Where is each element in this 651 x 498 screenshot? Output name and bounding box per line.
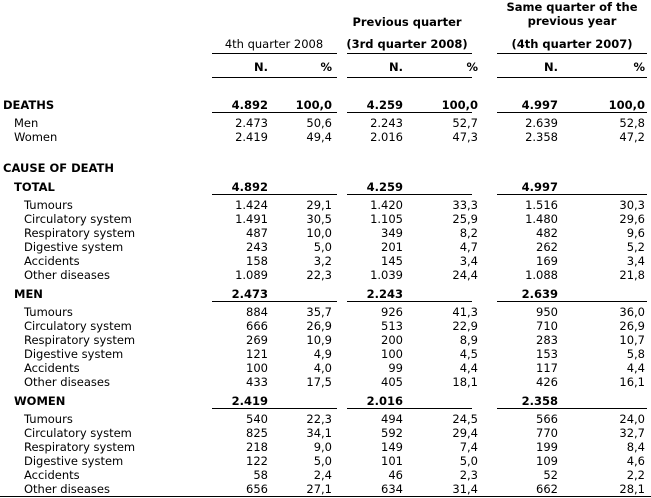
women-tumours-n-col1: 540 — [246, 412, 268, 426]
group-men-underline-col1 — [212, 301, 337, 302]
group-women-underline-col1 — [212, 408, 337, 409]
deaths-n-col2: 4.259 — [366, 98, 403, 112]
men-circulatory-pct-col3: 26,9 — [619, 319, 645, 333]
total-other-pct-col3: 21,8 — [619, 268, 645, 282]
total-other-pct-col2: 24,4 — [452, 268, 478, 282]
cause-of-death-label: CAUSE OF DEATH — [3, 161, 114, 175]
total-digestive-pct-col1: 5,0 — [313, 240, 332, 254]
women-digestive-pct-col1: 5,0 — [313, 454, 332, 468]
deaths-men-n-col2: 2.243 — [370, 116, 403, 130]
total-tumours-n-col1: 1.424 — [235, 198, 268, 212]
total-other-pct-col1: 22,3 — [306, 268, 332, 282]
total-accidents-n-col3: 169 — [536, 254, 558, 268]
total-digestive-label: Digestive system — [24, 240, 124, 254]
women-tumours-pct-col1: 22,3 — [306, 412, 332, 426]
deaths-men-n-col1: 2.473 — [235, 116, 268, 130]
table-bottom-rule — [0, 496, 651, 497]
men-circulatory-label: Circulatory system — [24, 319, 132, 333]
header-previous-quarter: Previous quarter — [352, 15, 462, 29]
men-circulatory-n-col2: 513 — [381, 319, 403, 333]
women-other-n-col3: 662 — [536, 482, 558, 496]
total-tumours-n-col2: 1.420 — [370, 198, 403, 212]
women-tumours-n-col2: 494 — [381, 412, 403, 426]
deaths-men-pct-col1: 50,6 — [306, 116, 332, 130]
women-respiratory-pct-col1: 9,0 — [313, 440, 332, 454]
total-accidents-n-col1: 158 — [246, 254, 268, 268]
group-women-underline-col2 — [347, 408, 472, 409]
deaths-pct-col1: 100,0 — [295, 98, 332, 112]
women-digestive-n-col1: 122 — [246, 454, 268, 468]
women-tumours-pct-col2: 24,5 — [452, 412, 478, 426]
total-accidents-pct-col3: 3,4 — [626, 254, 645, 268]
header-underline-col2 — [347, 53, 472, 54]
men-circulatory-pct-col2: 22,9 — [452, 319, 478, 333]
deaths-women-label: Women — [14, 130, 58, 144]
total-circulatory-pct-col2: 25,9 — [452, 212, 478, 226]
group-total-sum-col1: 4.892 — [231, 180, 268, 194]
women-accidents-pct-col3: 2,2 — [626, 468, 645, 482]
header-n-col2: N. — [389, 60, 403, 74]
women-circulatory-n-col2: 592 — [381, 426, 403, 440]
group-total-label: TOTAL — [14, 180, 55, 194]
header-pct-col2: % — [466, 60, 478, 74]
women-respiratory-n-col1: 218 — [246, 440, 268, 454]
total-circulatory-pct-col3: 29,6 — [619, 212, 645, 226]
group-men-underline-col2 — [347, 301, 472, 302]
women-respiratory-n-col3: 199 — [536, 440, 558, 454]
women-accidents-pct-col2: 2,3 — [459, 468, 478, 482]
women-accidents-pct-col1: 2,4 — [313, 468, 332, 482]
total-respiratory-pct-col3: 9,6 — [626, 226, 645, 240]
header-underline-col1 — [212, 53, 337, 54]
men-respiratory-pct-col2: 8,9 — [459, 333, 478, 347]
women-tumours-n-col3: 566 — [536, 412, 558, 426]
women-respiratory-label: Respiratory system — [24, 440, 136, 454]
header-3rd-quarter-2008: (3rd quarter 2008) — [346, 37, 468, 51]
total-other-n-col1: 1.089 — [235, 268, 268, 282]
total-respiratory-label: Respiratory system — [24, 226, 136, 240]
men-digestive-label: Digestive system — [24, 347, 124, 361]
deaths-women-pct-col3: 47,2 — [619, 130, 645, 144]
men-accidents-label: Accidents — [24, 361, 80, 375]
total-respiratory-pct-col1: 10,0 — [306, 226, 332, 240]
total-circulatory-n-col1: 1.491 — [235, 212, 268, 226]
men-digestive-pct-col1: 4,9 — [313, 347, 332, 361]
deaths-women-n-col2: 2.016 — [370, 130, 403, 144]
men-respiratory-n-col2: 200 — [381, 333, 403, 347]
men-circulatory-n-col3: 710 — [536, 319, 558, 333]
deaths-men-pct-col2: 52,7 — [452, 116, 478, 130]
header-bottom-rule-col3 — [497, 77, 647, 78]
women-other-pct-col2: 31,4 — [452, 482, 478, 496]
men-accidents-pct-col1: 4,0 — [313, 361, 332, 375]
women-tumours-label: Tumours — [24, 412, 73, 426]
total-tumours-pct-col3: 30,3 — [619, 198, 645, 212]
men-respiratory-n-col3: 283 — [536, 333, 558, 347]
group-men-sum-col1: 2.473 — [231, 287, 268, 301]
women-accidents-n-col3: 52 — [543, 468, 558, 482]
women-other-pct-col3: 28,1 — [619, 482, 645, 496]
men-accidents-n-col3: 117 — [536, 361, 558, 375]
men-accidents-n-col2: 99 — [388, 361, 403, 375]
women-circulatory-label: Circulatory system — [24, 426, 132, 440]
men-tumours-n-col3: 950 — [536, 305, 558, 319]
women-circulatory-n-col3: 770 — [536, 426, 558, 440]
women-accidents-n-col1: 58 — [253, 468, 268, 482]
deaths-pct-col2: 100,0 — [441, 98, 478, 112]
group-total-sum-col2: 4.259 — [366, 180, 403, 194]
group-women-sum-col3: 2.358 — [521, 394, 558, 408]
header-4th-quarter-2007: (4th quarter 2007) — [511, 37, 633, 51]
men-digestive-pct-col3: 5,8 — [626, 347, 645, 361]
men-respiratory-pct-col3: 10,7 — [619, 333, 645, 347]
men-tumours-pct-col3: 36,0 — [619, 305, 645, 319]
deaths-underline-col1 — [212, 112, 337, 113]
total-accidents-pct-col1: 3,2 — [313, 254, 332, 268]
group-men-underline-col3 — [497, 301, 647, 302]
total-accidents-n-col2: 145 — [381, 254, 403, 268]
women-respiratory-pct-col3: 8,4 — [626, 440, 645, 454]
women-circulatory-pct-col2: 29,4 — [452, 426, 478, 440]
men-digestive-n-col2: 100 — [381, 347, 403, 361]
total-circulatory-label: Circulatory system — [24, 212, 132, 226]
total-tumours-pct-col1: 29,1 — [306, 198, 332, 212]
deaths-n-col3: 4.997 — [521, 98, 558, 112]
header-same-quarter-line2: previous year — [527, 14, 617, 28]
header-n-col3: N. — [544, 60, 558, 74]
men-tumours-n-col2: 926 — [381, 305, 403, 319]
total-respiratory-n-col3: 482 — [536, 226, 558, 240]
women-other-label: Other diseases — [24, 482, 110, 496]
men-other-n-col2: 405 — [381, 375, 403, 389]
total-tumours-n-col3: 1.516 — [525, 198, 558, 212]
deaths-label: DEATHS — [3, 98, 55, 112]
women-accidents-n-col2: 46 — [388, 468, 403, 482]
women-digestive-label: Digestive system — [24, 454, 124, 468]
group-women-underline-col3 — [497, 408, 647, 409]
header-pct-col1: % — [320, 60, 332, 74]
women-other-n-col1: 656 — [246, 482, 268, 496]
men-circulatory-pct-col1: 26,9 — [306, 319, 332, 333]
men-other-n-col1: 433 — [246, 375, 268, 389]
men-tumours-label: Tumours — [24, 305, 73, 319]
total-other-n-col2: 1.039 — [370, 268, 403, 282]
men-digestive-n-col3: 153 — [536, 347, 558, 361]
men-tumours-pct-col1: 35,7 — [306, 305, 332, 319]
total-respiratory-pct-col2: 8,2 — [459, 226, 478, 240]
women-circulatory-pct-col1: 34,1 — [306, 426, 332, 440]
women-other-n-col2: 634 — [381, 482, 403, 496]
women-circulatory-n-col1: 825 — [246, 426, 268, 440]
total-other-n-col3: 1.088 — [525, 268, 558, 282]
group-total-underline-col2 — [347, 194, 472, 195]
total-respiratory-n-col2: 349 — [381, 226, 403, 240]
deaths-n-col1: 4.892 — [231, 98, 268, 112]
group-men-sum-col2: 2.243 — [366, 287, 403, 301]
header-n-col1: N. — [254, 60, 268, 74]
women-circulatory-pct-col3: 32,7 — [619, 426, 645, 440]
total-digestive-n-col2: 201 — [381, 240, 403, 254]
men-digestive-pct-col2: 4,5 — [459, 347, 478, 361]
men-respiratory-n-col1: 269 — [246, 333, 268, 347]
men-other-pct-col1: 17,5 — [306, 375, 332, 389]
women-digestive-pct-col3: 4,6 — [626, 454, 645, 468]
total-digestive-pct-col3: 5,2 — [626, 240, 645, 254]
men-other-pct-col2: 18,1 — [452, 375, 478, 389]
deaths-women-pct-col2: 47,3 — [452, 130, 478, 144]
total-circulatory-n-col3: 1.480 — [525, 212, 558, 226]
deaths-pct-col3: 100,0 — [608, 98, 645, 112]
women-digestive-pct-col2: 5,0 — [459, 454, 478, 468]
group-total-sum-col3: 4.997 — [521, 180, 558, 194]
group-men-label: MEN — [14, 287, 43, 301]
total-circulatory-n-col2: 1.105 — [370, 212, 403, 226]
women-other-pct-col1: 27,1 — [306, 482, 332, 496]
total-accidents-pct-col2: 3,4 — [459, 254, 478, 268]
header-pct-col3: % — [633, 60, 645, 74]
men-tumours-pct-col2: 41,3 — [452, 305, 478, 319]
women-respiratory-n-col2: 149 — [381, 440, 403, 454]
women-digestive-n-col2: 101 — [381, 454, 403, 468]
total-accidents-label: Accidents — [24, 254, 80, 268]
total-other-label: Other diseases — [24, 268, 110, 282]
women-tumours-pct-col3: 24,0 — [619, 412, 645, 426]
header-bottom-rule-col2 — [347, 77, 472, 78]
deaths-women-n-col1: 2.419 — [235, 130, 268, 144]
deaths-men-label: Men — [14, 116, 39, 130]
group-women-label: WOMEN — [14, 394, 66, 408]
total-tumours-label: Tumours — [24, 198, 73, 212]
total-digestive-n-col1: 243 — [246, 240, 268, 254]
deaths-men-pct-col3: 52,8 — [619, 116, 645, 130]
group-total-underline-col1 — [212, 194, 337, 195]
deaths-underline-col2 — [347, 112, 472, 113]
men-respiratory-label: Respiratory system — [24, 333, 136, 347]
total-circulatory-pct-col1: 30,5 — [306, 212, 332, 226]
deaths-women-pct-col1: 49,4 — [306, 130, 332, 144]
header-underline-col3 — [497, 53, 647, 54]
men-other-n-col3: 426 — [536, 375, 558, 389]
men-accidents-pct-col2: 4,4 — [459, 361, 478, 375]
total-digestive-pct-col2: 4,7 — [459, 240, 478, 254]
header-same-quarter-line1: Same quarter of the — [506, 0, 638, 14]
men-accidents-n-col1: 100 — [246, 361, 268, 375]
group-men-sum-col3: 2.639 — [521, 287, 558, 301]
men-digestive-n-col1: 121 — [246, 347, 268, 361]
group-women-sum-col2: 2.016 — [366, 394, 403, 408]
header-bottom-rule-col1 — [212, 77, 337, 78]
deaths-men-n-col3: 2.639 — [525, 116, 558, 130]
deaths-underline-col3 — [497, 112, 647, 113]
deaths-women-n-col3: 2.358 — [525, 130, 558, 144]
men-other-label: Other diseases — [24, 375, 110, 389]
men-other-pct-col3: 16,1 — [619, 375, 645, 389]
men-respiratory-pct-col1: 10,9 — [306, 333, 332, 347]
header-4th-quarter-2008: 4th quarter 2008 — [224, 37, 324, 51]
women-accidents-label: Accidents — [24, 468, 80, 482]
men-accidents-pct-col3: 4,4 — [626, 361, 645, 375]
total-respiratory-n-col1: 487 — [246, 226, 268, 240]
group-women-sum-col1: 2.419 — [231, 394, 268, 408]
group-total-underline-col3 — [497, 194, 647, 195]
total-tumours-pct-col2: 33,3 — [452, 198, 478, 212]
men-circulatory-n-col1: 666 — [246, 319, 268, 333]
women-respiratory-pct-col2: 7,4 — [459, 440, 478, 454]
total-digestive-n-col3: 262 — [536, 240, 558, 254]
women-digestive-n-col3: 109 — [536, 454, 558, 468]
men-tumours-n-col1: 884 — [246, 305, 268, 319]
